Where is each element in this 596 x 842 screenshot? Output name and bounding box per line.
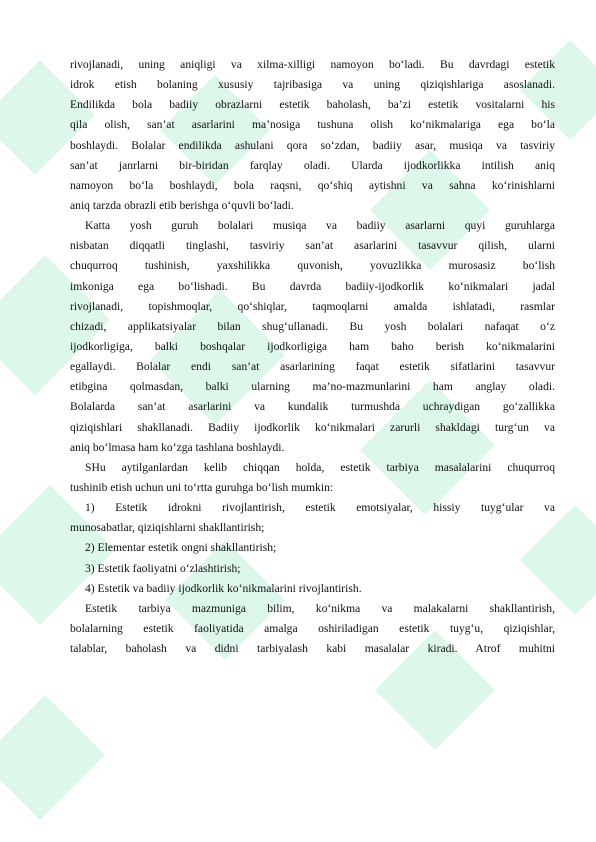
text-line: 2) Elementar estetik ongni shakllantirish;	[85, 541, 277, 555]
text-line: idrok etish bolaning xususiy tajribasiga va uning qiziqishlariga asoslanadi.	[70, 78, 555, 92]
text-line: munosabatlar, qiziqishlarni shakllantirish;	[70, 521, 265, 535]
body-text	[70, 55, 555, 659]
text-line: imkoniga ega bo‘lishadi. Bu davrda badiiy-ijodkorlik ko‘nikmalari jadal	[70, 279, 555, 293]
text-line: 4) Estetik va badiiy ijodkorlik ko‘nikmalarini rivojlantirish.	[85, 581, 362, 595]
text-line: 1) Estetik idrokni rivojlantirish, estetik emotsiyalar, hissiy tuyg‘ular va	[85, 501, 555, 515]
text-line: Endilikda bola badiiy obrazlarni estetik baholash, ba’zi estetik vositalarni his	[70, 98, 555, 112]
text-line: rivojlanadi, topishmoqlar, qo‘shiqlar, taqmoqlarni amalda ishlatadi, rasmlar	[70, 299, 555, 313]
text-line: nisbatan diqqatli tinglashi, tasviriy san’at asarlarini tasavvur qilish, ularni	[70, 239, 555, 253]
text-line: san’at janrlarni bir-biridan farqlay oladi. Ularda ijodkorlikka intilish aniq	[70, 158, 555, 172]
text-line: bolalarning estetik faoliyatida amalga oshiriladigan estetik tuyg‘u, qiziqishlar,	[70, 621, 555, 635]
text-line: Estetik tarbiya mazmuniga bilim, ko‘nikma va malakalarni shakllantirish,	[85, 601, 555, 615]
text-line: chuqurroq tushinish, yaxshilikka quvonish, yovuzlikka murosasiz bo‘lish	[70, 259, 555, 273]
text-line: qila olish, san’at asarlarini ma’nosiga tushuna olish ko‘nikmalariga ega bo‘la	[70, 118, 555, 132]
text-line: etibgina qolmasdan, balki ularning ma’no-mazmunlarini ham anglay oladi.	[70, 380, 555, 394]
text-line: tushinib etish uchun uni to‘rtta guruhga bo‘lish mumkin:	[70, 480, 334, 494]
text-line: qiziqishlari shakllanadi. Badiiy ijodkorlik ko‘nikmalari zarurli shakldagi turg‘un va	[70, 420, 555, 434]
watermark-shape	[0, 695, 105, 820]
text-line: aniq bo‘lmasa ham ko‘zga tashlana boshlaydi.	[70, 440, 285, 454]
text-line: Bolalarda san’at asarlarini va kundalik turmushda uchraydigan go‘zallikka	[70, 400, 555, 414]
text-line: talablar, baholash va didni tarbiyalash kabi masalalar kiradi. Atrof muhitni	[70, 642, 555, 656]
text-line: rivojlanadi, uning aniqligi va xilma-xilligi namoyon bo‘ladi. Bu davrdagi estetik	[70, 58, 555, 71]
text-line: SHu aytilganlardan kelib chiqqan holda, estetik tarbiya masalalarini chuqurroq	[85, 460, 555, 474]
text-line: egallaydi. Bolalar endi san’at asarlarining faqat estetik sifatlarini tasavvur	[70, 360, 555, 374]
text-line: Katta yosh guruh bolalari musiqa va badiiy asarlarni quyi guruhlarga	[85, 219, 555, 233]
text-line: namoyon bo‘la boshlaydi, bola raqsni, qo‘shiq aytishni va sahna ko‘rinishlarni	[70, 178, 555, 192]
text-line: boshlaydi. Bolalar endilikda ashulani qora so‘zdan, badiiy asar, musiqa va tasviriy	[70, 138, 555, 152]
text-line: ijodkorligiga, balki boshqalar ijodkorligiga ham baho berish ko‘nikmalarini	[70, 339, 555, 353]
text-line: 3) Estetik faoliyatni o‘zlashtirish;	[85, 561, 241, 575]
text-line: chizadi, applikatsiyalar bilan shug‘ullanadi. Bu yosh bolalari nafaqat o‘z	[70, 319, 555, 333]
text-line: aniq tarzda obrazli etib berishga o‘quvli bo‘ladi.	[70, 198, 294, 212]
